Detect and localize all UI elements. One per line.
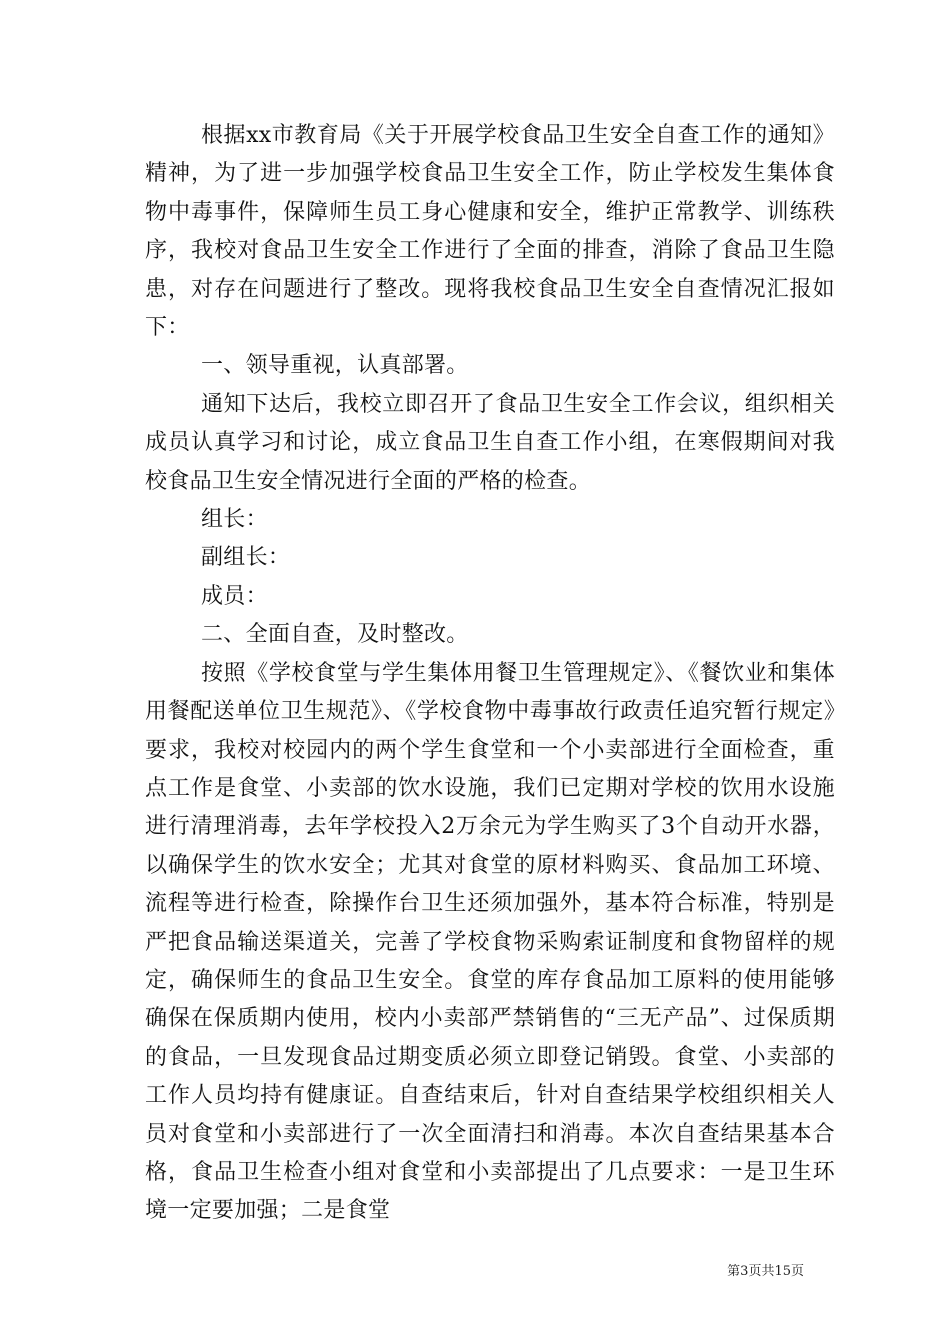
section-1-paragraph: 通知下达后，我校立即召开了食品卫生安全工作会议，组织相关成员认真学习和讨论，成立食品卫生自查工作小组，在寒假期间对我校食品卫生安全情况进行全面的严格的检查。 — [145, 391, 835, 494]
team-leader-line: 组长： — [201, 507, 268, 533]
section-2-paragraph: 按照《学校食堂与学生集体用餐卫生管理规定》、《餐饮业和集体用餐配送单位卫生规范》、《学校食物中毒事故行政责任追究暂行规定》要求，我校对校园内的两个学生食堂和一个小卖部进行全面检查，重点工作是食堂、小卖部的饮水设施，我们已定期对学校的饮用水设施进行清理消毒，去年学校投入2万余元为学生购买了3个自动开水器，以确保学生的饮水安全；尤其对食堂的原材料购买、食品加工环境、流程等进行检查，除操作台卫生还须加强外，基本符合标准，特别是严把食品输送渠道关，完善了学校食物采购索证制度和食物留样的规定，确保师生的食品卫生安全。食堂的库存食品加工原料的使用能够确保在保质期内使用，校内小卖部严禁销售的“三无产品”、过保质期的食品，一旦发现食品过期变质必须立即登记销毁。食堂、小卖部的工作人员均持有健康证。自查结束后，针对自查结果学校组织相关人员对食堂和小卖部进行了一次全面清扫和消毒。本次自查结果基本合格，食品卫生检查小组对食堂和小卖部提出了几点要求：一是卫生环境一定要加强；二是食堂 — [145, 660, 835, 1224]
section-heading-2: 二、全面自查，及时整改。 — [201, 622, 469, 648]
deputy-leader-line: 副组长： — [201, 545, 291, 571]
section-heading-1: 一、领导重视，认真部署。 — [201, 353, 469, 379]
page-number: 第3页共15页 — [727, 1264, 804, 1279]
document-body — [145, 117, 835, 1231]
members-line: 成员： — [201, 583, 268, 609]
intro-paragraph: 根据xx市教育局《关于开展学校食品卫生安全自查工作的通知》精神，为了进一步加强学校食品卫生安全工作，防止学校发生集体食物中毒事件，保障师生员工身心健康和安全，维护正常教学、训练秩序，我校对食品卫生安全工作进行了全面的排查，消除了食品卫生隐患，对存在问题进行了整改。现将我校食品卫生安全自查情况汇报如下： — [145, 123, 835, 341]
